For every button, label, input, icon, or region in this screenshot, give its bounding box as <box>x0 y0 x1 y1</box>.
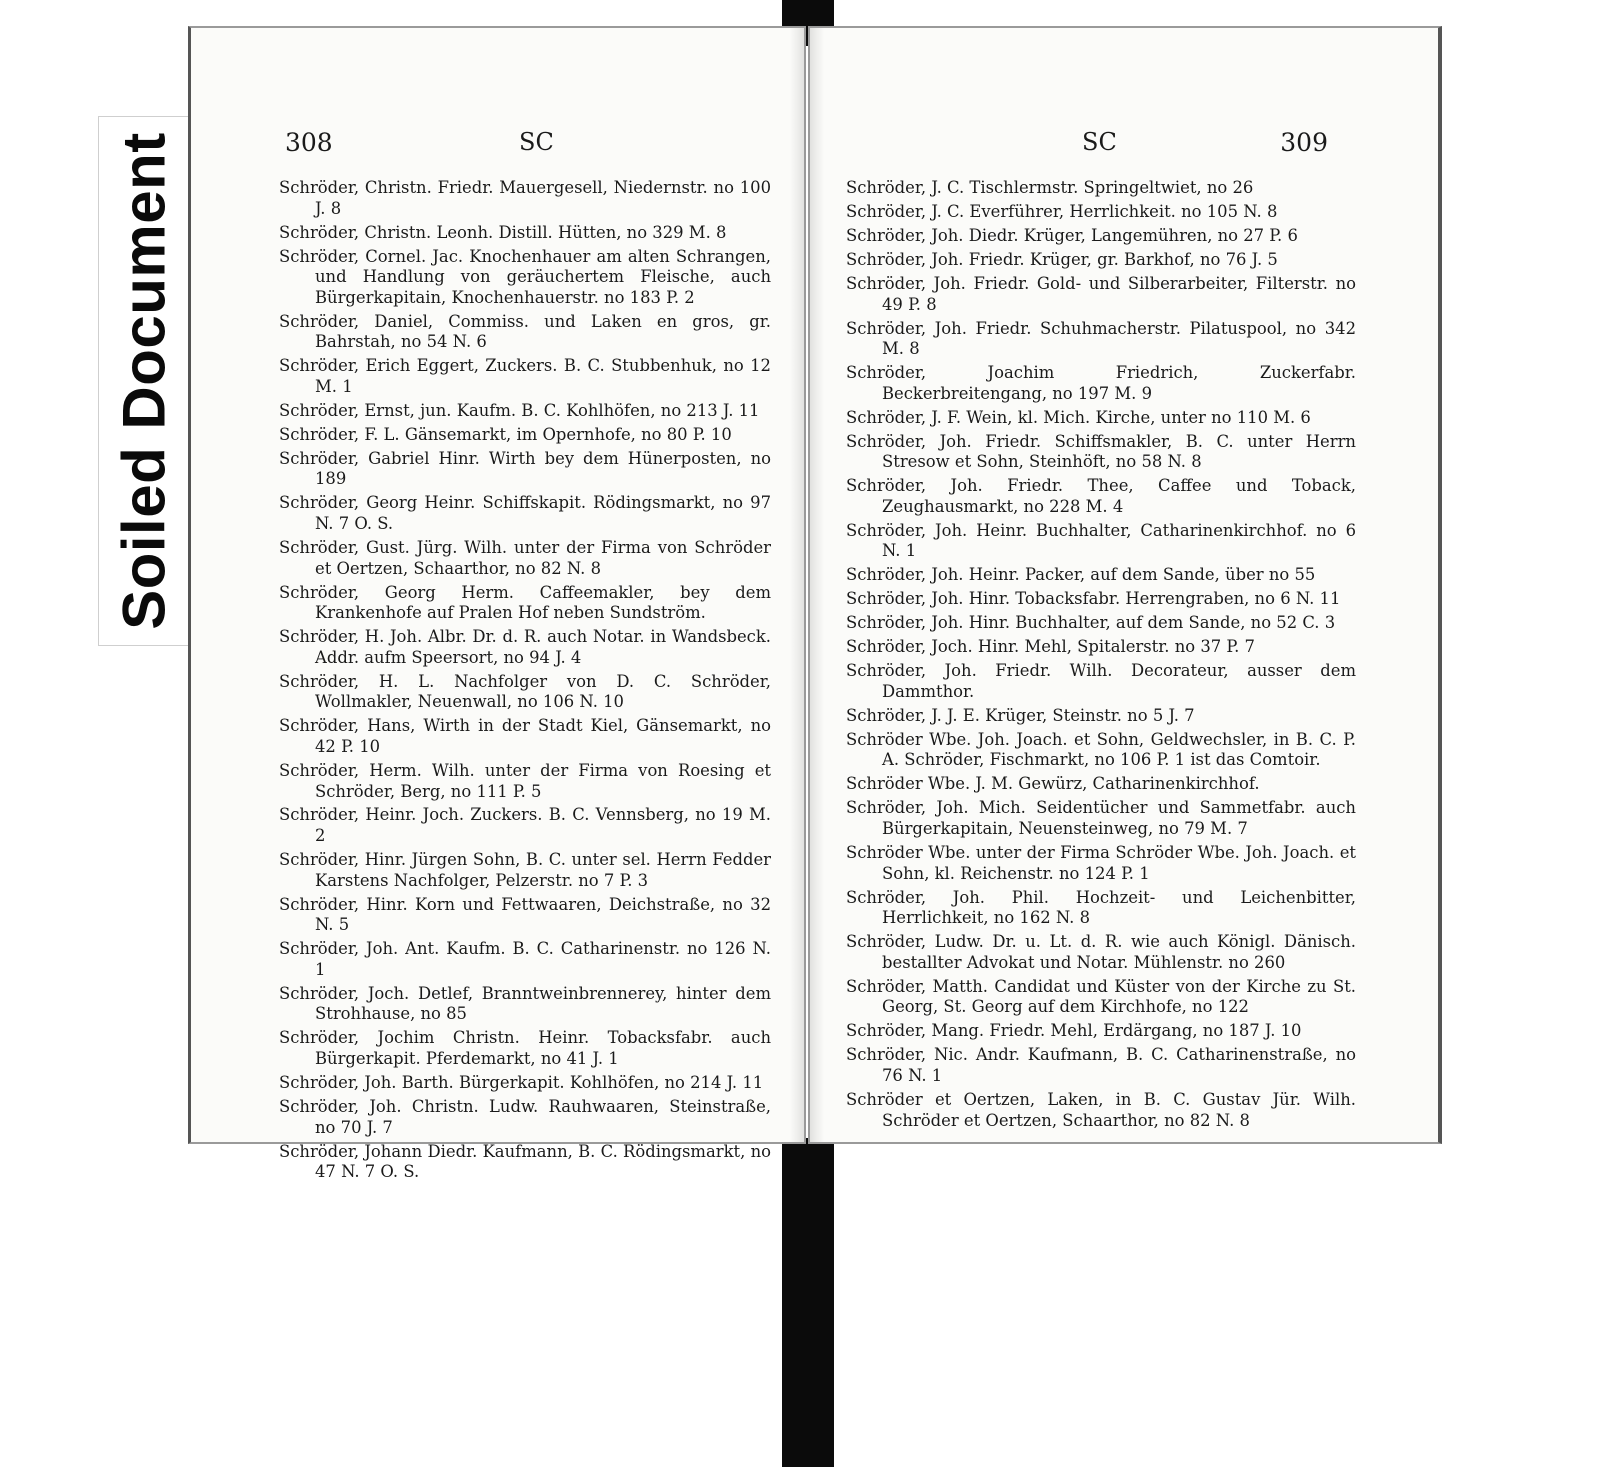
directory-entry: Schröder, Joh. Friedr. Thee, Caffee und Toback, Zeughausmarkt, no 228 M. 4 <box>846 476 1356 516</box>
directory-entry: Schröder, Erich Eggert, Zuckers. B. C. Stubbenhuk, no 12 M. 1 <box>279 356 771 396</box>
directory-entry: Schröder, Georg Herm. Caffeemakler, bey dem Krankenhofe auf Pralen Hof neben Sundström. <box>279 582 771 623</box>
directory-entry: Schröder, J. C. Tischlermstr. Springeltwiet, no 26 <box>846 178 1254 197</box>
directory-entry: Schröder, Joh. Friedr. Wilh. Decorateur, ausser dem Dammthor. <box>846 661 1356 701</box>
directory-entry: Schröder, Daniel, Commiss. und Laken en gros, gr. Bahrstah, no 54 N. 6 <box>279 311 771 352</box>
directory-entry: Schröder et Oertzen, Laken, in B. C. Gustav Jür. Wilh. Schröder et Oertzen, Schaarthor, no 82 N. 8 <box>846 1089 1356 1130</box>
directory-entry: Schröder, Georg Heinr. Schiffskapit. Rödingsmarkt, no 97 N. 7 O. S. <box>279 493 771 534</box>
directory-entry: Schröder, Christn. Leonh. Distill. Hütten, no 329 M. 8 <box>279 222 727 242</box>
directory-entry: Schröder, Joh. Friedr. Krüger, gr. Barkhof, no 76 J. 5 <box>846 249 1278 269</box>
directory-entry: Schröder, Joh. Friedr. Schiffsmakler, B. C. unter Herrn Stresow et Sohn, Steinhöft, no 58 N. 8 <box>846 431 1356 472</box>
directory-entry: Schröder, Joh. Mich. Seidentücher und Sammetfabr. auch Bürgerkapitain, Neuensteinweg, no 79 M. 7 <box>846 798 1356 839</box>
page-number: 309 <box>1280 128 1328 157</box>
directory-entry: Schröder, Joh. Ant. Kaufm. B. C. Catharinenstr. no 126 N. 1 <box>279 939 771 979</box>
directory-entry: Schröder, J. C. Everführer, Herrlichkeit. no 105 N. 8 <box>846 201 1278 221</box>
directory-entry: Schröder, Cornel. Jac. Knochenhauer am alten Schrangen, und Handlung von geräuchertem Fleische, auch Bürgerkapitain, Knochenhauerstr. no 183 P. 2 <box>279 246 771 307</box>
directory-entry: Schröder, Christn. Friedr. Mauergesell, Niedernstr. no 100 J. 8 <box>279 178 771 218</box>
soiled-document-stamp <box>98 116 190 646</box>
directory-entry: Schröder, Jochim Christn. Heinr. Tobacksfabr. auch Bürgerkapit. Pferdemarkt, no 41 J. 1 <box>279 1028 771 1068</box>
directory-entry: Schröder, Gabriel Hinr. Wirth bey dem Hünerposten, no 189 <box>279 448 771 489</box>
directory-entry: Schröder, Matth. Candidat und Küster von der Kirche zu St. Georg, St. Georg auf dem Kirchhofe, no 122 <box>846 976 1356 1017</box>
left-page <box>188 26 806 1182</box>
directory-entry: Schröder, Nic. Andr. Kaufmann, B. C. Catharinenstraße, no 76 N. 1 <box>846 1045 1356 1085</box>
directory-entry: Schröder, Joch. Detlef, Branntweinbrennerey, hinter dem Strohhause, no 85 <box>279 983 771 1024</box>
directory-entry: Schröder, Joh. Phil. Hochzeit- und Leichenbitter, Herrlichkeit, no 162 N. 8 <box>846 887 1356 928</box>
directory-entry: Schröder, J. J. E. Krüger, Steinstr. no 5 J. 7 <box>846 705 1195 725</box>
directory-entry: Schröder, Joh. Diedr. Krüger, Langemühren, no 27 P. 6 <box>846 225 1298 245</box>
directory-entry: Schröder, Mang. Friedr. Mehl, Erdärgang, no 187 J. 10 <box>846 1021 1302 1041</box>
directory-entry: Schröder, Joh. Hinr. Buchhalter, auf dem Sande, no 52 C. 3 <box>846 613 1336 633</box>
directory-entry: Schröder, Joh. Friedr. Schuhmacherstr. Pilatuspool, no 342 M. 8 <box>846 318 1356 359</box>
directory-entry: Schröder, Joh. Heinr. Buchhalter, Catharinenkirchhof. no 6 N. 1 <box>846 520 1356 561</box>
right-page-header <box>810 128 1438 168</box>
directory-entry: Schröder, Hans, Wirth in der Stadt Kiel, Gänsemarkt, no 42 P. 10 <box>279 716 771 756</box>
directory-entry: Schröder Wbe. unter der Firma Schröder Wbe. Joh. Joach. et Sohn, kl. Reichenstr. no 124 P. 1 <box>846 843 1356 883</box>
directory-entry: Schröder, Gust. Jürg. Wilh. unter der Firma von Schröder et Oertzen, Schaarthor, no 82 N. 8 <box>279 538 771 578</box>
directory-entry: Schröder Wbe. Joh. Joach. et Sohn, Geldwechsler, in B. C. P. A. Schröder, Fischmarkt, no 106 P. 1 ist das Comtoir. <box>846 729 1356 770</box>
page-number: 308 <box>285 128 333 157</box>
directory-entry: Schröder, Joachim Friedrich, Zuckerfabr. Beckerbreitengang, no 197 M. 9 <box>846 363 1356 403</box>
running-head: SC <box>1082 128 1117 156</box>
directory-entry: Schröder, Hinr. Jürgen Sohn, B. C. unter sel. Herrn Fedder Karstens Nachfolger, Pelzerstr. no 7 P. 3 <box>279 850 771 890</box>
directory-entries <box>846 178 1356 1134</box>
directory-entry: Schröder, Herm. Wilh. unter der Firma von Roesing et Schröder, Berg, no 111 P. 5 <box>279 760 771 801</box>
directory-entry: Schröder, Joh. Barth. Bürgerkapit. Kohlhöfen, no 214 J. 11 <box>279 1072 764 1092</box>
directory-entries <box>279 178 771 1186</box>
directory-entry: Schröder, Ludw. Dr. u. Lt. d. R. wie auch Königl. Dänisch. bestallter Advokat und Notar. Mühlenstr. no 260 <box>846 932 1356 972</box>
book-spine-bottom <box>782 1138 834 1467</box>
running-head: SC <box>519 128 554 156</box>
directory-entry: Schröder, Joh. Heinr. Packer, auf dem Sande, über no 55 <box>846 565 1316 585</box>
directory-entry: Schröder, Joh. Christn. Ludw. Rauhwaaren, Steinstraße, no 70 J. 7 <box>279 1096 771 1137</box>
left-page-header <box>191 128 804 168</box>
stamp-text: Soiled Document <box>110 132 178 630</box>
directory-entry: Schröder, Heinr. Joch. Zuckers. B. C. Vennsberg, no 19 M. 2 <box>279 805 771 846</box>
directory-entry: Schröder, Joh. Friedr. Gold- und Silberarbeiter, Filterstr. no 49 P. 8 <box>846 273 1356 314</box>
directory-entry: Schröder, Hinr. Korn und Fettwaaren, Deichstraße, no 32 N. 5 <box>279 894 771 935</box>
directory-entry: Schröder, F. L. Gänsemarkt, im Opernhofe, no 80 P. 10 <box>279 424 732 444</box>
directory-entry: Schröder, Johann Diedr. Kaufmann, B. C. Rödingsmarkt, no 47 N. 7 O. S. <box>279 1141 771 1182</box>
directory-entry: Schröder, H. Joh. Albr. Dr. d. R. auch Notar. in Wandsbeck. Addr. aufm Speersort, no 94 J. 4 <box>279 627 771 667</box>
right-page <box>808 26 1442 1144</box>
directory-entry: Schröder, J. F. Wein, kl. Mich. Kirche, unter no 110 M. 6 <box>846 407 1311 427</box>
directory-entry: Schröder, Joh. Hinr. Tobacksfabr. Herrengraben, no 6 N. 11 <box>846 589 1341 609</box>
directory-entry: Schröder, H. L. Nachfolger von D. C. Schröder, Wollmakler, Neuenwall, no 106 N. 10 <box>279 671 771 712</box>
directory-entry: Schröder, Joch. Hinr. Mehl, Spitalerstr. no 37 P. 7 <box>846 637 1255 657</box>
directory-entry: Schröder, Ernst, jun. Kaufm. B. C. Kohlhöfen, no 213 J. 11 <box>279 400 760 420</box>
directory-entry: Schröder Wbe. J. M. Gewürz, Catharinenkirchhof. <box>846 774 1260 794</box>
